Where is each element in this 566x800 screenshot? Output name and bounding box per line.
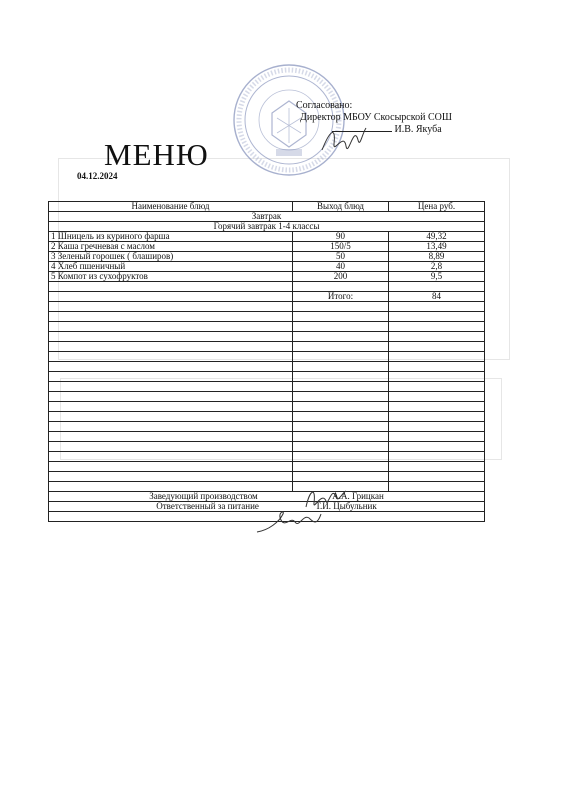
item-name: 5 Компот из сухофруктов — [49, 272, 293, 282]
approval-block — [296, 100, 452, 136]
empty-row — [49, 482, 485, 492]
header-price: Цена руб. — [389, 202, 485, 212]
total-row — [49, 292, 485, 302]
empty-row — [49, 382, 485, 392]
empty-row — [49, 302, 485, 312]
table-row — [49, 252, 485, 262]
responsible-position: Ответственный за питание — [156, 501, 259, 511]
table-row — [49, 232, 485, 242]
empty-row — [49, 422, 485, 432]
table-header-row — [49, 202, 485, 212]
empty-row — [49, 442, 485, 452]
table-row — [49, 242, 485, 252]
approval-signer: И.В. Якуба — [394, 124, 442, 135]
header-portion: Выход блюд — [293, 202, 389, 212]
empty-row — [49, 462, 485, 472]
total-value: 84 — [389, 292, 485, 302]
empty-row — [49, 312, 485, 322]
item-name: 2 Каша гречневая с маслом — [49, 242, 293, 252]
signature-row-manager — [49, 492, 485, 502]
item-price: 49,32 — [389, 232, 485, 242]
empty-row — [49, 392, 485, 402]
approval-name — [332, 124, 452, 136]
header-name: Наименование блюд — [49, 202, 293, 212]
empty-row — [49, 332, 485, 342]
section-row — [49, 222, 485, 232]
empty-row — [49, 352, 485, 362]
item-price: 9,5 — [389, 272, 485, 282]
signature-manager — [49, 492, 485, 502]
empty-row — [49, 412, 485, 422]
empty-row — [49, 342, 485, 352]
table-row — [49, 272, 485, 282]
responsible-name: Т.И. Цыбульник — [315, 501, 377, 511]
item-portion: 50 — [293, 252, 389, 262]
empty-row — [49, 452, 485, 462]
signature-responsible — [49, 502, 485, 512]
item-portion: 90 — [293, 232, 389, 242]
empty-row — [49, 432, 485, 442]
item-portion: 150/5 — [293, 242, 389, 252]
empty-row — [49, 362, 485, 372]
empty-row — [49, 402, 485, 412]
table-row — [49, 262, 485, 272]
empty-row — [49, 282, 485, 292]
item-price: 8,89 — [389, 252, 485, 262]
approval-position: Директор МБОУ Скосырской СОШ — [300, 112, 452, 123]
manager-position: Заведующий производством — [149, 491, 258, 501]
item-name: 3 Зеленый горошек ( блаширов) — [49, 252, 293, 262]
empty-row — [49, 372, 485, 382]
approval-label: Согласовано: — [296, 100, 353, 111]
total-label: Итого: — [293, 292, 389, 302]
section-label: Горячий завтрак 1-4 классы — [49, 222, 485, 232]
item-portion: 200 — [293, 272, 389, 282]
item-name: 1 Шницель из куриного фарша — [49, 232, 293, 242]
empty-row — [49, 322, 485, 332]
signature-row-responsible — [49, 502, 485, 512]
item-price: 13,49 — [389, 242, 485, 252]
meal-label: Завтрак — [49, 212, 485, 222]
empty-row — [49, 472, 485, 482]
item-name: 4 Хлеб пшеничный — [49, 262, 293, 272]
page-title: МЕНЮ — [104, 137, 209, 172]
meal-row — [49, 212, 485, 222]
menu-table — [48, 201, 485, 522]
item-portion: 40 — [293, 262, 389, 272]
manager-name: А.А. Грицкан — [332, 491, 384, 501]
empty-row — [49, 512, 485, 522]
item-price: 2,8 — [389, 262, 485, 272]
menu-date: 04.12.2024 — [77, 171, 118, 181]
